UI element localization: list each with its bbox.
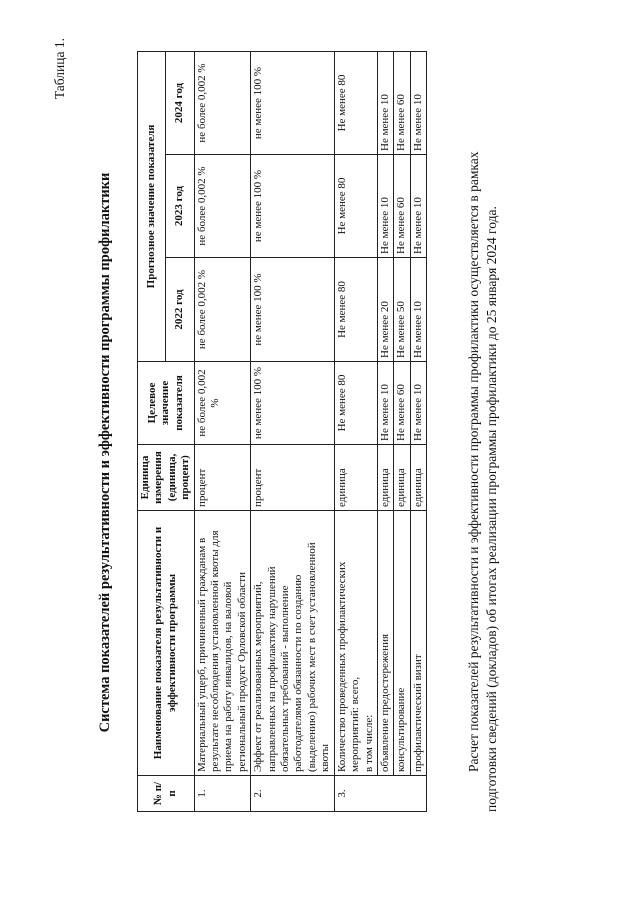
header-target: Целевое значение показателя <box>138 362 195 445</box>
row-unit: единица <box>334 445 377 511</box>
table-subrow <box>377 52 393 812</box>
header-2022: 2022 год <box>166 258 194 362</box>
note-paragraph <box>465 52 501 812</box>
header-2023: 2023 год <box>166 155 194 258</box>
row-num: 3. <box>334 776 426 812</box>
header-num: № п/п <box>138 776 195 812</box>
subrow-name: консультирование <box>394 511 410 776</box>
table-row <box>194 52 251 812</box>
row-num: 1. <box>194 776 251 812</box>
row-unit: процент <box>251 445 334 511</box>
table-caption: Таблица 1. <box>52 38 67 100</box>
subrow-2024: Не менее 10 <box>410 52 426 155</box>
header-forecast: Прогнозное значение показателя <box>138 52 166 362</box>
subrow-2022: Не менее 10 <box>410 258 426 362</box>
row-2023: не менее 100 % <box>251 155 334 258</box>
row-2024: не более 0,002 % <box>194 52 251 155</box>
subrow-2024: Не менее 60 <box>394 52 410 155</box>
header-2024: 2024 год <box>166 52 194 155</box>
table-row <box>334 52 377 812</box>
subrow-target: Не менее 10 <box>377 362 393 445</box>
row-2022: Не менее 80 <box>334 258 377 362</box>
row-name-sub: в том числе: <box>362 714 375 772</box>
row-2022: не более 0,002 % <box>194 258 251 362</box>
note-line: подготовки сведений (докладов) об итогах реализации программы профилактики до 25 января 2024 года. <box>484 206 500 812</box>
subrow-name: объявление предостережения <box>377 511 393 776</box>
indicators-table <box>137 51 427 812</box>
document-title: Система показателей результативности и эффективности программы профилактики <box>97 172 113 733</box>
row-2023: не более 0,002 % <box>194 155 251 258</box>
subrow-target: Не менее 60 <box>394 362 410 445</box>
row-2022: не менее 100 % <box>251 258 334 362</box>
subrow-2023: Не менее 10 <box>377 155 393 258</box>
row-2024: Не менее 80 <box>334 52 377 155</box>
table-subrow <box>410 52 426 812</box>
subrow-unit: единица <box>377 445 393 511</box>
row-name: Эффект от реализованных мероприятий, направленных на профилактику нарушений обязательных требований - выполнение работодателями обязанности по созданию (выделению) рабочих мест в счет установленной квоты <box>251 511 334 776</box>
subrow-2023: Не менее 10 <box>410 155 426 258</box>
subrow-2022: Не менее 20 <box>377 258 393 362</box>
row-2023: Не менее 80 <box>334 155 377 258</box>
subrow-unit: единица <box>410 445 426 511</box>
subrow-unit: единица <box>394 445 410 511</box>
subrow-2023: Не менее 60 <box>394 155 410 258</box>
header-row <box>138 52 166 812</box>
subrow-2024: Не менее 10 <box>377 52 393 155</box>
header-name: Наименование показателя результативности и эффективности программы <box>138 511 195 776</box>
row-target: не менее 100 % <box>251 362 334 445</box>
subrow-name: профилактический визит <box>410 511 426 776</box>
table-row <box>251 52 334 812</box>
row-name <box>334 511 377 776</box>
row-target: не более 0,002 % <box>194 362 251 445</box>
row-num: 2. <box>251 776 334 812</box>
header-unit: Единица измерения (единица, процент) <box>138 445 195 511</box>
row-unit: процент <box>194 445 251 511</box>
row-2024: не менее 100 % <box>251 52 334 155</box>
table-subrow <box>394 52 410 812</box>
row-target: Не менее 80 <box>334 362 377 445</box>
note-line: Расчет показателей результативности и эффективности программы профилактики осуществляется в рамках <box>466 151 481 772</box>
row-name-text: Количество проведенных профилактических мероприятий: всего, <box>335 561 362 772</box>
subrow-target: Не менее 10 <box>410 362 426 445</box>
row-name: Материальный ущерб, причиненный гражданам в результате несоблюдения установленной квоты для приема на работу инвалидов, на валовой региональный продукт Орловской области <box>194 511 251 776</box>
subrow-2022: Не менее 50 <box>394 258 410 362</box>
